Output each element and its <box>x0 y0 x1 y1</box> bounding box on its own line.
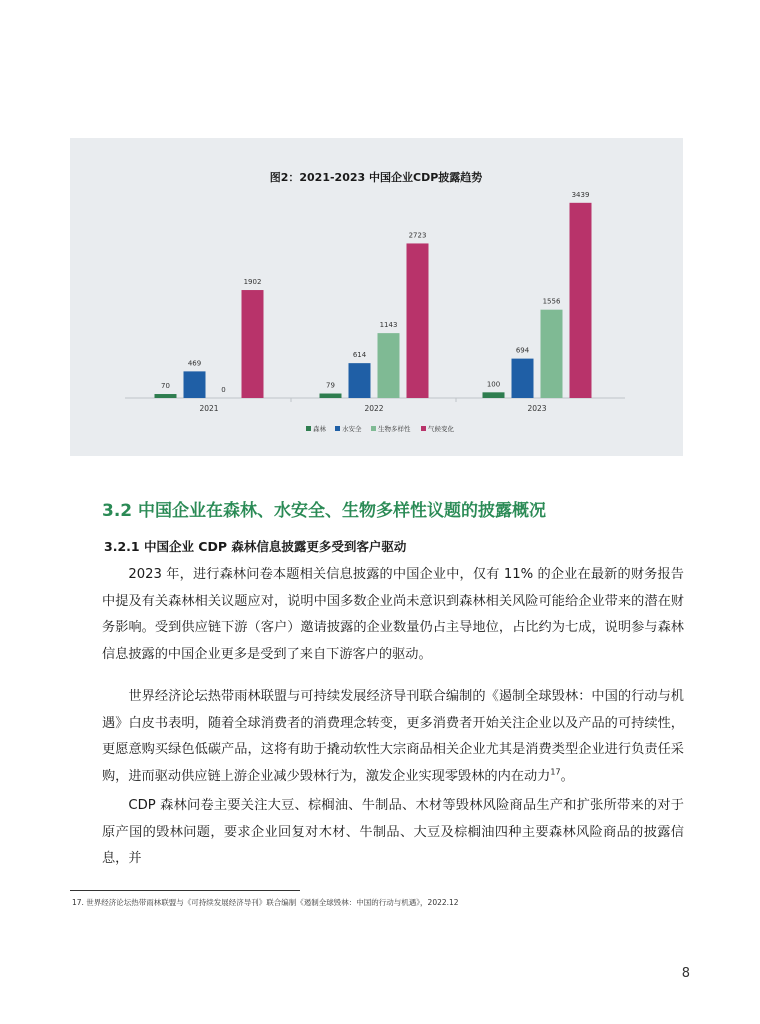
paragraph-2-text: 世界经济论坛热带雨林联盟与可持续发展经济导刊联合编制的《遏制全球毁林：中国的行动与机遇》白皮书表明，随着全球消费者的消费理念转变，更多消费者开始关注企业以及产品的可持续性，更愿意购买绿色低碳产品，这将有助于撬动软性大宗商品相关企业尤其是消费类型企业进行负责任采购，进而驱动供应链上游企业减少毁林行为，激发企业实现零毁林的内在动力 <box>102 689 684 784</box>
data-label: 614 <box>352 351 367 360</box>
data-label: 2723 <box>408 231 427 240</box>
legend-label: 生物多样性 <box>378 425 411 433</box>
paragraph-2 <box>102 684 684 790</box>
bar-2022-1 <box>349 363 371 398</box>
x-tick-label: 2021 <box>199 404 219 413</box>
legend-label: 森林 <box>313 425 326 433</box>
subsection-title: 3.2.1 中国企业 CDP 森林信息披露更多受到客户驱动 <box>104 539 407 554</box>
bar-2021-1 <box>184 371 206 398</box>
bar-2023-3 <box>570 203 592 398</box>
data-label: 70 <box>161 382 170 391</box>
section-title: 3.2 中国企业在森林、水安全、生物多样性议题的披露概况 <box>102 501 547 521</box>
chart-legend <box>306 424 455 433</box>
data-label: 694 <box>515 346 530 355</box>
bars-layer <box>125 191 625 413</box>
legend-label: 水安全 <box>342 425 362 433</box>
bar-2021-3 <box>242 290 264 398</box>
paragraph-3: CDP 森林问卷主要关注大豆、棕榈油、牛制品、木材等毁林风险商品生产和扩张所带来的对于原产国的毁林问题，要求企业回复对木材、牛制品、大豆及棕榈油四种主要森林风险商品的披露信息，并 <box>102 798 684 866</box>
data-label: 0 <box>221 386 226 394</box>
legend-swatch <box>421 426 426 431</box>
page-number: 8 <box>681 966 690 981</box>
data-label: 100 <box>486 380 501 389</box>
bar-2022-3 <box>407 243 429 398</box>
chart-title: 图2：2021-2023 中国企业CDP披露趋势 <box>269 171 483 184</box>
paragraph-1: 2023 年，进行森林问卷本题相关信息披露的中国企业中，仅有 11% 的企业在最新的财务报告中提及有关森林相关议题应对，说明中国多数企业尚未意识到森林相关风险可能给企业带来的潜在财务影响。受到供应链下游（客户）邀请披露的企业数量仍占主导地位，占比约为七成，说明参与森林信息披露的中国企业更多是受到了来自下游客户的驱动。 <box>102 567 684 662</box>
x-tick-label: 2023 <box>527 404 547 413</box>
data-label: 1143 <box>379 321 398 330</box>
legend-swatch <box>371 426 376 431</box>
legend-swatch <box>306 426 311 431</box>
bar-2022-0 <box>320 394 342 398</box>
footnote: 17. 世界经济论坛热带雨林联盟与《可持续发展经济导刊》联合编制《遏制全球毁林：中国的行动与机遇》，2022.12 <box>72 898 459 907</box>
data-label: 1902 <box>243 278 262 287</box>
legend-label: 气候变化 <box>428 425 454 433</box>
footnote-ref: 17 <box>550 767 561 777</box>
data-label: 469 <box>187 359 202 368</box>
data-label: 3439 <box>571 190 590 199</box>
figure-panel <box>70 138 683 456</box>
bar-2022-2 <box>378 333 400 398</box>
data-label: 79 <box>326 381 335 390</box>
paragraph-2-end: 。 <box>560 768 574 784</box>
x-tick-label: 2022 <box>364 404 384 413</box>
footnote-divider <box>70 890 300 891</box>
legend-swatch <box>335 426 340 431</box>
bar-chart <box>70 138 683 456</box>
data-label: 1556 <box>542 297 561 306</box>
bar-2023-0 <box>483 392 505 398</box>
bar-2023-2 <box>541 310 563 398</box>
bar-2023-1 <box>512 359 534 398</box>
bar-2021-0 <box>155 394 177 398</box>
